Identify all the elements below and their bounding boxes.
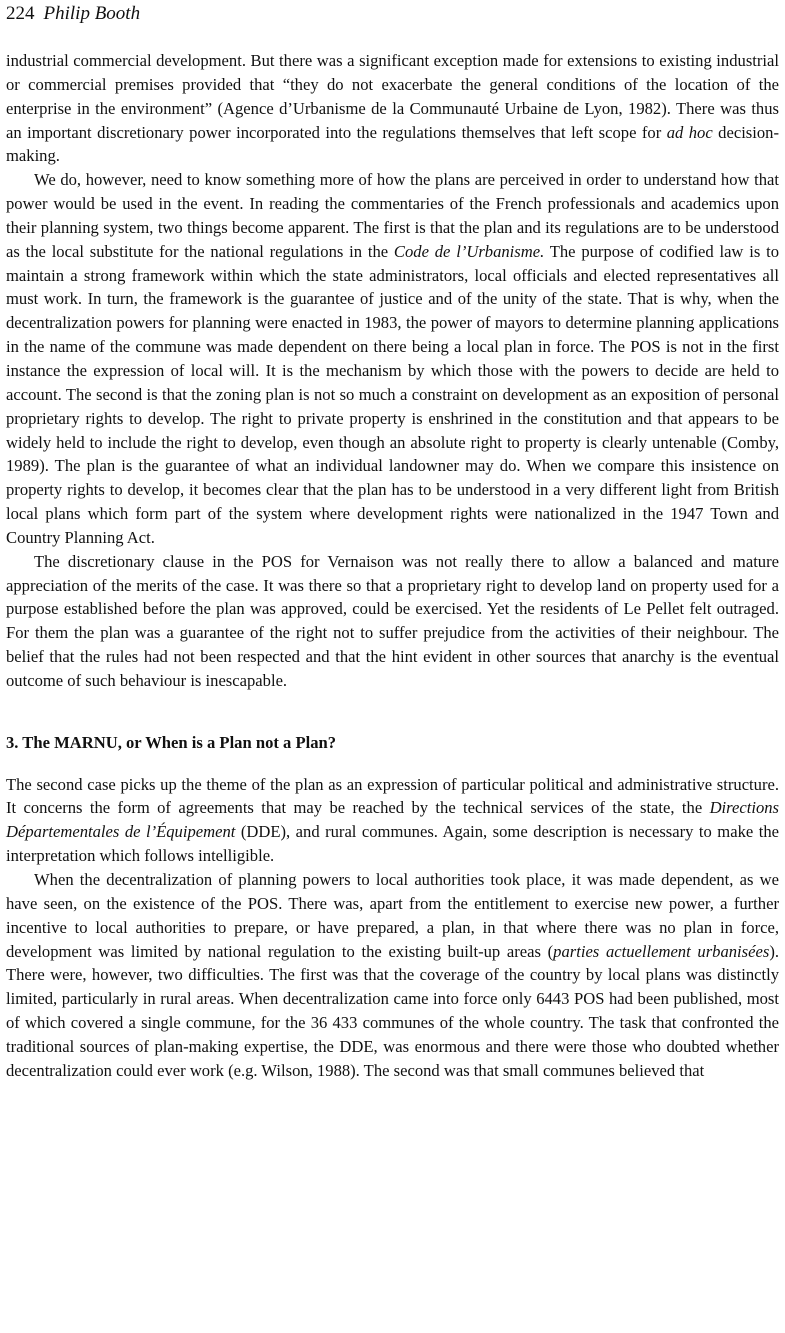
paragraph-2-text-b: The purpose of codified law is to maintain a strong framework within which the state administrators, local officials and elected representatives all must work. In turn, the framework is the guarantee of justice and of the unity of the state. That is why, when the decentralization powers for planning were enacted in 1983, the power of mayors to determine planning applications in the name of the commune was made dependent on there being a local plan in force. The POS is not in the first instance the expression of local will. It is the mechanism by which those with the powers to decide are held to account. The second is that the zoning plan is not so much a constraint on development as an exposition of personal proprietary rights to develop. The right to private property is enshrined in the constitution and that appears to be widely held to include the right to develop, even though an absolute right to property is clearly untenable (Comby, 1989). The plan is the guarantee of what an individual landowner may do. When we compare this insistence on property rights to develop, it becomes clear that the plan has to be understood in a very different light from British local plans which form part of the system where development rights were nationalized in the 1947 Town and Country Planning Act.	[6, 241, 779, 547]
paragraph-1-text-b: decision-making.	[6, 122, 779, 166]
italic-ad-hoc: ad hoc	[666, 122, 713, 142]
paragraph-3: The discretionary clause in the POS for Vernaison was not really there to allow a balanced and mature appreciation of the merits of the case. It was there so that a proprietary right to develop land on property used for a purpose established before the plan was approved, could be exercised. Yet the residents of Le Pellet felt outraged. For them the plan was a guarantee of the right not to suffer prejudice from the activities of their neighbour. The belief that the rules had not been respected and that the hint evident in other sources that anarchy is the eventual outcome of such behaviour is inescapable.	[6, 551, 779, 690]
paragraph-4-text-a: The second case picks up the theme of the plan as an expression of particular political and administrative structure. It concerns the form of agreements that may be reached by the technical services of the state, the	[6, 774, 779, 818]
paragraph-5-text-b: ). There were, however, two difficulties. The first was that the coverage of the country by local plans was distinctly limited, particularly in rural areas. When decentralization came into force only 6443 POS had been published, most of which covered a single commune, for the 36 433 communes of the whole country. The task that confronted the traditional sources of plan-making expertise, the DDE, was enormous and there were those who doubted whether decentralization could ever work (e.g. Wilson, 1988). The second was that small communes believed that	[6, 941, 779, 1080]
paragraph-1	[6, 49, 779, 168]
running-head	[6, 1, 140, 27]
italic-dde: Directions Départementales de l’Équipement	[6, 798, 779, 842]
body-text	[6, 49, 779, 1083]
paragraph-2	[6, 168, 779, 550]
paragraph-4-text-b: (DDE), and rural communes. Again, some description is necessary to make the interpretation which follows intelligible.	[6, 822, 779, 866]
section-heading: 3. The MARNU, or When is a Plan not a Plan?	[6, 732, 337, 752]
page-number: 224	[6, 3, 35, 24]
paragraph-1-text-a: industrial commercial development. But there was a significant exception made for extensions to existing industrial or commercial premises provided that “they do not exacerbate the general conditions of the location of the enterprise in the environment” (Agence d’Urbanisme de la Communauté Urbaine de Lyon, 1982). There was thus an important discretionary power incorporated into the regulations themselves that left scope for	[6, 51, 779, 142]
paragraph-5-text-a: When the decentralization of planning powers to local authorities took place, it was made dependent, as we have seen, on the existence of the POS. There was, apart from the entitlement to exercise new power, a further incentive to local authorities to prepare, or have prepared, a plan, in that where there was no plan in force, development was limited by national regulation to the existing built-up areas (	[6, 870, 779, 961]
running-head-author: Philip Booth	[43, 3, 141, 24]
paragraph-4	[6, 773, 779, 868]
paragraph-2-text-a: We do, however, need to know something more of how the plans are perceived in order to understand how that power would be used in the event. In reading the commentaries of the French professionals and academics upon their planning system, two things become apparent. The first is that the plan and its regulations are to be understood as the local substitute for the national regulations in the	[6, 170, 779, 261]
italic-code-urbanisme: Code de l’Urbanisme.	[393, 241, 545, 261]
paragraph-5	[6, 868, 779, 1083]
italic-parties-urbanisees: parties actuellement urbanisées	[553, 941, 770, 961]
